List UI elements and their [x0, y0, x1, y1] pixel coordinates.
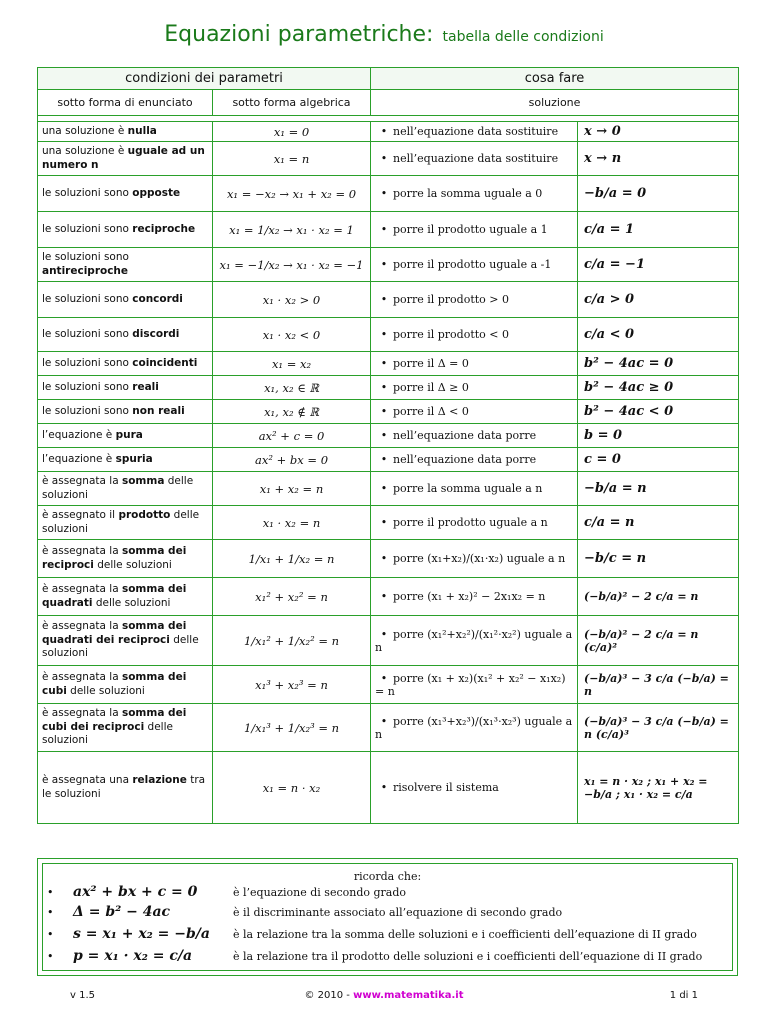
- condition-algebraic: x₁, x₂ ∈ ℝ: [213, 376, 371, 400]
- condition-algebraic: 1/x₁² + 1/x₂² = n: [213, 616, 371, 666]
- bullet-icon: •: [380, 258, 388, 271]
- bullet-icon: •: [47, 886, 54, 899]
- action-cell: [371, 376, 578, 400]
- statement-text: delle soluzioni: [93, 558, 172, 571]
- condition-statement: [38, 122, 213, 142]
- action-text: porre il prodotto uguale a -1: [393, 258, 552, 271]
- action-cell: [371, 248, 578, 282]
- statement-text: delle soluzioni: [92, 596, 171, 609]
- statement-text: una soluzione è: [42, 124, 128, 137]
- header-what-to-do: cosa fare: [371, 68, 739, 90]
- reminder-item: [47, 948, 737, 968]
- action-cell: [371, 752, 578, 824]
- table-row: [38, 122, 739, 142]
- table-row: [38, 424, 739, 448]
- statement-text: le soluzioni sono: [42, 292, 133, 305]
- table-row: [38, 400, 739, 424]
- result-cell: c/a = n: [578, 506, 739, 540]
- statement-text: è assegnata la: [42, 544, 122, 557]
- action-cell: [371, 122, 578, 142]
- action-text: risolvere il sistema: [393, 781, 499, 794]
- bullet-icon: •: [380, 357, 388, 370]
- statement-keyword: spuria: [115, 452, 153, 465]
- statement-keyword: somma: [121, 474, 165, 487]
- statement-keyword: non reali: [132, 404, 185, 417]
- action-text: porre il Δ ≥ 0: [393, 381, 469, 394]
- statement-keyword: relazione: [132, 773, 187, 786]
- action-cell: [371, 448, 578, 472]
- conditions-table: [37, 67, 739, 824]
- reminder-item: [47, 884, 737, 904]
- condition-statement: [38, 142, 213, 176]
- condition-algebraic: x₁ = −x₂ → x₁ + x₂ = 0: [213, 176, 371, 212]
- bullet-icon: •: [380, 627, 388, 641]
- action-cell: [371, 540, 578, 578]
- reminder-formula: p = x₁ · x₂ = c/a: [73, 948, 193, 964]
- bullet-icon: •: [380, 293, 388, 306]
- statement-text: è assegnata la: [42, 620, 122, 633]
- page-title: [0, 22, 768, 47]
- condition-statement: [38, 352, 213, 376]
- result-cell: (−b/a)³ − 3 c/a (−b/a) = n: [578, 666, 739, 704]
- statement-text: le soluzioni sono: [42, 327, 133, 340]
- version-label: v 1.5: [70, 990, 95, 1001]
- condition-algebraic: x₁² + x₂² = n: [213, 578, 371, 616]
- bullet-icon: •: [380, 482, 388, 495]
- condition-algebraic: x₁ + x₂ = n: [213, 472, 371, 506]
- reminder-formula: s = x₁ + x₂ = −b/a: [73, 926, 210, 942]
- table-row: [38, 666, 739, 704]
- result-cell: c/a = −1: [578, 248, 739, 282]
- reminder-item: [47, 926, 737, 946]
- result-cell: −b/a = 0: [578, 176, 739, 212]
- statement-text: è assegnata la: [42, 474, 122, 487]
- statement-text: le soluzioni sono: [42, 356, 133, 369]
- statement-keyword: discordi: [132, 327, 180, 340]
- bullet-icon: •: [380, 671, 388, 685]
- statement-text: è assegnata la: [42, 670, 122, 683]
- condition-statement: [38, 540, 213, 578]
- bullet-icon: •: [380, 187, 388, 200]
- title-sub: tabella delle condizioni: [442, 29, 604, 45]
- condition-statement: [38, 666, 213, 704]
- statement-text: delle soluzioni: [42, 720, 173, 747]
- action-text: porre (x₁ + x₂)² − 2x₁x₂ = n: [393, 590, 546, 603]
- bullet-icon: •: [380, 405, 388, 418]
- table-row: [38, 616, 739, 666]
- bullet-icon: •: [380, 590, 388, 603]
- condition-statement: [38, 472, 213, 506]
- condition-statement: [38, 248, 213, 282]
- condition-statement: [38, 424, 213, 448]
- condition-algebraic: 1/x₁ + 1/x₂ = n: [213, 540, 371, 578]
- condition-algebraic: x₁ · x₂ < 0: [213, 318, 371, 352]
- action-cell: [371, 472, 578, 506]
- condition-statement: [38, 282, 213, 318]
- statement-text: le soluzioni sono: [42, 250, 129, 263]
- result-cell: b = 0: [578, 424, 739, 448]
- bullet-icon: •: [380, 714, 388, 728]
- action-cell: [371, 704, 578, 752]
- condition-algebraic: x₁, x₂ ∉ ℝ: [213, 400, 371, 424]
- statement-text: delle soluzioni: [66, 684, 145, 697]
- condition-algebraic: x₁ = 1/x₂ → x₁ · x₂ = 1: [213, 212, 371, 248]
- condition-statement: [38, 400, 213, 424]
- statement-text: è assegnato il: [42, 508, 119, 521]
- bullet-icon: •: [380, 429, 388, 442]
- result-cell: x → n: [578, 142, 739, 176]
- action-text: porre il Δ = 0: [393, 357, 469, 370]
- statement-keyword: somma dei quadrati dei reciproci: [42, 620, 187, 646]
- statement-text: le soluzioni sono: [42, 186, 133, 199]
- reminder-formula: Δ = b² − 4ac: [73, 904, 171, 920]
- action-cell: [371, 578, 578, 616]
- action-text: nell’equazione data porre: [393, 429, 537, 442]
- condition-algebraic: x₁ = −1/x₂ → x₁ · x₂ = −1: [213, 248, 371, 282]
- result-cell: c = 0: [578, 448, 739, 472]
- bullet-icon: •: [380, 453, 388, 466]
- title-main: Equazioni parametriche:: [164, 22, 434, 47]
- condition-algebraic: x₁ = 0: [213, 122, 371, 142]
- action-text: porre il prodotto > 0: [393, 293, 509, 306]
- table-row: [38, 376, 739, 400]
- condition-algebraic: x₁ · x₂ > 0: [213, 282, 371, 318]
- action-text: porre il prodotto uguale a 1: [393, 223, 548, 236]
- statement-text: le soluzioni sono: [42, 222, 133, 235]
- statement-keyword: reali: [132, 380, 159, 393]
- bullet-icon: •: [380, 223, 388, 236]
- condition-algebraic: x₁ = n: [213, 142, 371, 176]
- action-text: porre il Δ < 0: [393, 405, 469, 418]
- action-text: porre (x₁²+x₂²)/(x₁²·x₂²) uguale a n: [375, 627, 573, 654]
- condition-algebraic: ax² + c = 0: [213, 424, 371, 448]
- statement-keyword: antireciproche: [42, 264, 129, 277]
- bullet-icon: •: [47, 906, 54, 919]
- condition-statement: [38, 448, 213, 472]
- action-text: porre il prodotto < 0: [393, 328, 509, 341]
- action-text: nell’equazione data sostituire: [393, 125, 559, 138]
- copyright-text: © 2010 -: [304, 990, 354, 1001]
- condition-algebraic: 1/x₁³ + 1/x₂³ = n: [213, 704, 371, 752]
- statement-keyword: somma dei reciproci: [42, 544, 187, 571]
- condition-statement: [38, 318, 213, 352]
- result-cell: c/a = 1: [578, 212, 739, 248]
- result-cell: x → 0: [578, 122, 739, 142]
- bullet-icon: •: [380, 552, 388, 565]
- action-text: porre la somma uguale a n: [393, 482, 543, 495]
- bullet-icon: •: [380, 381, 388, 394]
- statement-text: l’equazione è: [42, 428, 116, 441]
- condition-statement: [38, 616, 213, 666]
- statement-keyword: nulla: [127, 124, 157, 137]
- action-cell: [371, 400, 578, 424]
- reminder-item: [47, 904, 737, 924]
- table-row: [38, 540, 739, 578]
- action-text: porre (x₁ + x₂)(x₁² + x₂² − x₁x₂) = n: [375, 671, 566, 698]
- statement-text: è assegnata la: [42, 582, 122, 595]
- bullet-icon: •: [380, 125, 388, 138]
- bullet-icon: •: [380, 328, 388, 341]
- table-row: [38, 282, 739, 318]
- table-row: [38, 704, 739, 752]
- header-algebraic: sotto forma algebrica: [213, 90, 371, 116]
- table-row: [38, 448, 739, 472]
- statement-keyword: pura: [115, 428, 143, 441]
- bullet-icon: •: [380, 152, 388, 165]
- statement-text: delle soluzioni: [42, 633, 199, 660]
- header-conditions: condizioni dei parametri: [38, 68, 371, 90]
- result-cell: x₁ = n · x₂ ; x₁ + x₂ = −b/a ; x₁ · x₂ = c/a: [578, 752, 739, 824]
- statement-text: l’equazione è: [42, 452, 116, 465]
- action-cell: [371, 666, 578, 704]
- page-number: 1 di 1: [669, 990, 698, 1001]
- action-cell: [371, 142, 578, 176]
- condition-statement: [38, 752, 213, 824]
- statement-text: tra le soluzioni: [42, 773, 206, 800]
- action-text: porre il prodotto uguale a n: [393, 516, 548, 529]
- statement-text: delle soluzioni: [42, 508, 200, 535]
- action-cell: [371, 282, 578, 318]
- statement-text: una soluzione è: [42, 144, 128, 157]
- bullet-icon: •: [47, 950, 54, 963]
- reminder-heading: ricorda che:: [353, 870, 422, 883]
- condition-statement: [38, 578, 213, 616]
- table-row: [38, 506, 739, 540]
- table-row: [38, 752, 739, 824]
- result-cell: b² − 4ac ≥ 0: [578, 376, 739, 400]
- site-link[interactable]: www.matematika.it: [353, 990, 464, 1001]
- copyright: [0, 990, 768, 1001]
- reminder-text: è la relazione tra il prodotto delle soluzioni e i coefficienti dell’equazione di II grado: [233, 950, 703, 963]
- statement-text: delle soluzioni: [42, 474, 194, 501]
- reminder-inner: [42, 863, 733, 971]
- bullet-icon: •: [380, 516, 388, 529]
- statement-keyword: somma dei cubi dei reciproci: [42, 707, 187, 733]
- reminder-box: [37, 858, 738, 976]
- table-row: [38, 248, 739, 282]
- result-cell: b² − 4ac < 0: [578, 400, 739, 424]
- bullet-icon: •: [380, 781, 388, 794]
- action-text: porre (x₁+x₂)/(x₁·x₂) uguale a n: [393, 552, 566, 565]
- condition-statement: [38, 212, 213, 248]
- action-cell: [371, 318, 578, 352]
- action-cell: [371, 176, 578, 212]
- action-text: porre la somma uguale a 0: [393, 187, 543, 200]
- result-cell: −b/a = n: [578, 472, 739, 506]
- condition-algebraic: ax² + bx = 0: [213, 448, 371, 472]
- statement-keyword: reciproche: [132, 222, 196, 235]
- condition-statement: [38, 506, 213, 540]
- action-text: nell’equazione data porre: [393, 453, 537, 466]
- statement-keyword: opposte: [132, 186, 181, 199]
- reminder-text: è la relazione tra la somma delle soluzioni e i coefficienti dell’equazione di II grado: [233, 928, 697, 941]
- result-cell: −b/c = n: [578, 540, 739, 578]
- statement-keyword: concordi: [132, 292, 183, 305]
- statement-text: è assegnata la: [42, 707, 122, 720]
- condition-algebraic: x₁ = n · x₂: [213, 752, 371, 824]
- header-statement: sotto forma di enunciato: [38, 90, 213, 116]
- statement-text: è assegnata una: [42, 773, 133, 786]
- statement-text: le soluzioni sono: [42, 380, 133, 393]
- table-row: [38, 142, 739, 176]
- table-row: [38, 318, 739, 352]
- header-solution: soluzione: [371, 90, 739, 116]
- table-row: [38, 578, 739, 616]
- bullet-icon: •: [47, 928, 54, 941]
- condition-algebraic: x₁ = x₂: [213, 352, 371, 376]
- reminder-text: è l’equazione di secondo grado: [233, 886, 407, 899]
- result-cell: c/a < 0: [578, 318, 739, 352]
- result-cell: c/a > 0: [578, 282, 739, 318]
- reminder-formula: ax² + bx + c = 0: [73, 884, 198, 900]
- table-row: [38, 212, 739, 248]
- statement-text: le soluzioni sono: [42, 404, 133, 417]
- condition-algebraic: x₁ · x₂ = n: [213, 506, 371, 540]
- result-cell: b² − 4ac = 0: [578, 352, 739, 376]
- reminder-text: è il discriminante associato all’equazione di secondo grado: [233, 906, 563, 919]
- condition-algebraic: x₁³ + x₂³ = n: [213, 666, 371, 704]
- action-cell: [371, 506, 578, 540]
- statement-keyword: somma dei cubi: [42, 670, 187, 697]
- table-row: [38, 176, 739, 212]
- action-cell: [371, 424, 578, 448]
- statement-keyword: coincidenti: [132, 356, 198, 369]
- result-cell: (−b/a)² − 2 c/a = n (c/a)²: [578, 616, 739, 666]
- statement-keyword: uguale ad un numero n: [42, 144, 205, 171]
- table-row: [38, 352, 739, 376]
- action-text: porre (x₁³+x₂³)/(x₁³·x₂³) uguale a n: [375, 714, 573, 741]
- table-row: [38, 472, 739, 506]
- statement-keyword: prodotto: [118, 508, 171, 521]
- condition-statement: [38, 376, 213, 400]
- statement-keyword: somma dei quadrati: [42, 582, 187, 609]
- condition-statement: [38, 176, 213, 212]
- result-cell: (−b/a)³ − 3 c/a (−b/a) = n (c/a)³: [578, 704, 739, 752]
- action-cell: [371, 212, 578, 248]
- action-cell: [371, 352, 578, 376]
- action-text: nell’equazione data sostituire: [393, 152, 559, 165]
- action-cell: [371, 616, 578, 666]
- condition-statement: [38, 704, 213, 752]
- result-cell: (−b/a)² − 2 c/a = n: [578, 578, 739, 616]
